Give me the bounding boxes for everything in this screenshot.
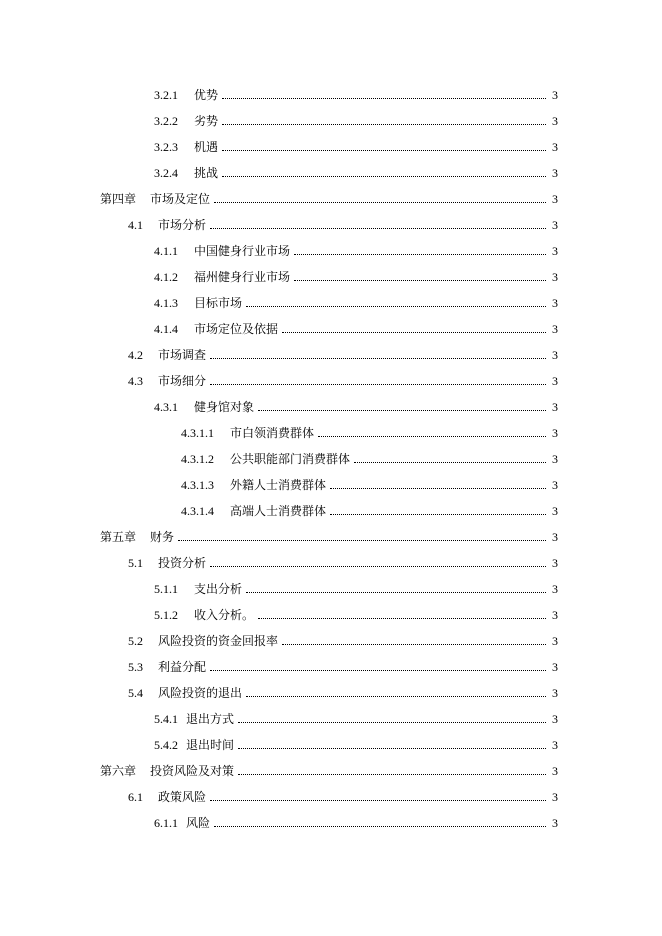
toc-entry-title: 投资风险及对策 — [150, 764, 235, 778]
toc-entry[interactable] — [0, 290, 662, 310]
toc-entry-page: 3 — [552, 166, 558, 180]
toc-entry-number: 4.1 — [128, 218, 143, 232]
toc-entry-title: 政策风险 — [158, 790, 207, 804]
toc-entry-number: 5.1 — [128, 556, 143, 570]
toc-entry-number: 5.2 — [128, 634, 143, 648]
toc-subentry[interactable] — [0, 498, 662, 518]
toc-entry-title: 风险 — [186, 816, 211, 830]
toc-entry-page: 3 — [552, 322, 558, 336]
toc-leader-dots — [210, 800, 546, 801]
toc-leader-dots — [214, 202, 546, 203]
toc-entry-number: 4.2 — [128, 348, 143, 362]
toc-entry-page: 3 — [552, 348, 558, 362]
toc-entry-title: 支出分析 — [194, 582, 243, 596]
toc-chapter-entry[interactable] — [0, 758, 662, 778]
toc-entry-page: 3 — [552, 504, 558, 518]
toc-entry-page: 3 — [552, 790, 558, 804]
toc-entry-number: 第六章 — [100, 764, 137, 778]
toc-entry[interactable] — [0, 732, 662, 752]
toc-entry-page: 3 — [552, 608, 558, 622]
toc-leader-dots — [238, 774, 546, 775]
toc-entry-page: 3 — [552, 114, 558, 128]
toc-section-entry[interactable] — [0, 368, 662, 388]
toc-entry[interactable] — [0, 160, 662, 180]
toc-entry-title: 退出方式 — [186, 712, 235, 726]
toc-entry-page: 3 — [552, 764, 558, 778]
toc-entry[interactable] — [0, 238, 662, 258]
toc-entry-page: 3 — [552, 530, 558, 544]
toc-leader-dots — [238, 722, 546, 723]
toc-entry-title: 福州健身行业市场 — [194, 270, 291, 284]
toc-entry-page: 3 — [552, 556, 558, 570]
toc-leader-dots — [210, 566, 546, 567]
toc-leader-dots — [222, 98, 546, 99]
toc-entry-page: 3 — [552, 712, 558, 726]
toc-section-entry[interactable] — [0, 212, 662, 232]
toc-entry-page: 3 — [552, 218, 558, 232]
toc-entry-title: 市白领消费群体 — [230, 426, 315, 440]
toc-leader-dots — [238, 748, 546, 749]
toc-entry-title: 投资分析 — [158, 556, 207, 570]
toc-subentry[interactable] — [0, 446, 662, 466]
toc-subentry[interactable] — [0, 472, 662, 492]
toc-entry-title: 劣势 — [194, 114, 219, 128]
toc-entry-number: 4.1.3 — [154, 296, 178, 310]
toc-section-entry[interactable] — [0, 628, 662, 648]
toc-entry-number: 5.4.2 — [154, 738, 178, 752]
toc-entry-title: 目标市场 — [194, 296, 243, 310]
toc-entry-number: 3.2.3 — [154, 140, 178, 154]
toc-entry-number: 4.1.2 — [154, 270, 178, 284]
toc-entry[interactable] — [0, 82, 662, 102]
toc-entry-page: 3 — [552, 192, 558, 206]
toc-chapter-entry[interactable] — [0, 524, 662, 544]
toc-entry-number: 5.4.1 — [154, 712, 178, 726]
toc-entry[interactable] — [0, 264, 662, 284]
toc-subentry[interactable] — [0, 420, 662, 440]
toc-entry-page: 3 — [552, 660, 558, 674]
toc-section-entry[interactable] — [0, 680, 662, 700]
toc-entry-page: 3 — [552, 88, 558, 102]
toc-leader-dots — [246, 696, 546, 697]
toc-leader-dots — [210, 228, 546, 229]
toc-leader-dots — [282, 644, 546, 645]
toc-entry-number: 5.3 — [128, 660, 143, 674]
toc-entry-page: 3 — [552, 400, 558, 414]
toc-entry-number: 4.3.1.1 — [181, 426, 214, 440]
toc-entry-page: 3 — [552, 374, 558, 388]
toc-entry-page: 3 — [552, 634, 558, 648]
toc-entry-number: 第四章 — [100, 192, 137, 206]
toc-section-entry[interactable] — [0, 550, 662, 570]
toc-entry-title: 挑战 — [194, 166, 219, 180]
toc-entry-number: 4.3.1.4 — [181, 504, 214, 518]
toc-leader-dots — [214, 826, 546, 827]
toc-leader-dots — [258, 410, 546, 411]
toc-entry-number: 3.2.2 — [154, 114, 178, 128]
toc-entry-title: 市场调查 — [158, 348, 207, 362]
toc-entry-number: 3.2.4 — [154, 166, 178, 180]
toc-leader-dots — [246, 592, 546, 593]
toc-leader-dots — [210, 670, 546, 671]
toc-leader-dots — [282, 332, 546, 333]
toc-leader-dots — [222, 124, 546, 125]
toc-entry-page: 3 — [552, 478, 558, 492]
toc-entry-number: 4.3.1.3 — [181, 478, 214, 492]
toc-entry[interactable] — [0, 576, 662, 596]
toc-entry[interactable] — [0, 316, 662, 336]
toc-entry-title: 收入分析。 — [194, 608, 255, 622]
toc-entry-title: 风险投资的退出 — [158, 686, 243, 700]
toc-entry[interactable] — [0, 108, 662, 128]
toc-chapter-entry[interactable] — [0, 186, 662, 206]
toc-entry-title: 高端人士消费群体 — [230, 504, 327, 518]
toc-section-entry[interactable] — [0, 342, 662, 362]
toc-entry-title: 中国健身行业市场 — [194, 244, 291, 258]
toc-entry-number: 5.1.1 — [154, 582, 178, 596]
toc-entry-title: 风险投资的资金回报率 — [158, 634, 279, 648]
toc-entry[interactable] — [0, 602, 662, 622]
toc-leader-dots — [294, 254, 546, 255]
toc-section-entry[interactable] — [0, 784, 662, 804]
toc-section-entry[interactable] — [0, 654, 662, 674]
toc-entry-page: 3 — [552, 582, 558, 596]
toc-entry-title: 外籍人士消费群体 — [230, 478, 327, 492]
toc-entry-title: 市场定位及依据 — [194, 322, 279, 336]
toc-entry-page: 3 — [552, 738, 558, 752]
toc-entry-page: 3 — [552, 816, 558, 830]
toc-entry-page: 3 — [552, 452, 558, 466]
toc-entry-title: 公共职能部门消费群体 — [230, 452, 351, 466]
toc-entry-number: 3.2.1 — [154, 88, 178, 102]
toc-leader-dots — [222, 176, 546, 177]
toc-entry[interactable] — [0, 394, 662, 414]
toc-entry-title: 市场细分 — [158, 374, 207, 388]
toc-entry-title: 健身馆对象 — [194, 400, 255, 414]
toc-entry[interactable] — [0, 706, 662, 726]
toc-entry-number: 4.1.4 — [154, 322, 178, 336]
toc-entry-title: 机遇 — [194, 140, 219, 154]
toc-entry-title: 市场及定位 — [150, 192, 211, 206]
toc-leader-dots — [210, 358, 546, 359]
toc-entry-number: 5.4 — [128, 686, 143, 700]
toc-entry-page: 3 — [552, 296, 558, 310]
toc-entry-title: 优势 — [194, 88, 219, 102]
toc-entry-number: 6.1.1 — [154, 816, 178, 830]
toc-entry-page: 3 — [552, 426, 558, 440]
toc-leader-dots — [178, 540, 546, 541]
toc-entry-number: 5.1.2 — [154, 608, 178, 622]
toc-leader-dots — [222, 150, 546, 151]
toc-entry-title: 市场分析 — [158, 218, 207, 232]
toc-entry-number: 4.3.1.2 — [181, 452, 214, 466]
toc-entry-title: 财务 — [150, 530, 175, 544]
toc-entry-number: 4.3 — [128, 374, 143, 388]
toc-entry-title: 利益分配 — [158, 660, 207, 674]
toc-leader-dots — [294, 280, 546, 281]
toc-entry-number: 4.1.1 — [154, 244, 178, 258]
toc-leader-dots — [318, 436, 546, 437]
toc-entry-page: 3 — [552, 270, 558, 284]
toc-leader-dots — [258, 618, 546, 619]
toc-entry-number: 4.3.1 — [154, 400, 178, 414]
toc-leader-dots — [354, 462, 546, 463]
toc-entry-page: 3 — [552, 686, 558, 700]
toc-leader-dots — [330, 514, 546, 515]
toc-leader-dots — [330, 488, 546, 489]
toc-entry[interactable] — [0, 810, 662, 830]
toc-entry-number: 6.1 — [128, 790, 143, 804]
toc-entry-number: 第五章 — [100, 530, 137, 544]
toc-entry-page: 3 — [552, 140, 558, 154]
toc-entry-title: 退出时间 — [186, 738, 235, 752]
toc-entry-page: 3 — [552, 244, 558, 258]
toc-leader-dots — [246, 306, 546, 307]
toc-leader-dots — [210, 384, 546, 385]
toc-entry[interactable] — [0, 134, 662, 154]
